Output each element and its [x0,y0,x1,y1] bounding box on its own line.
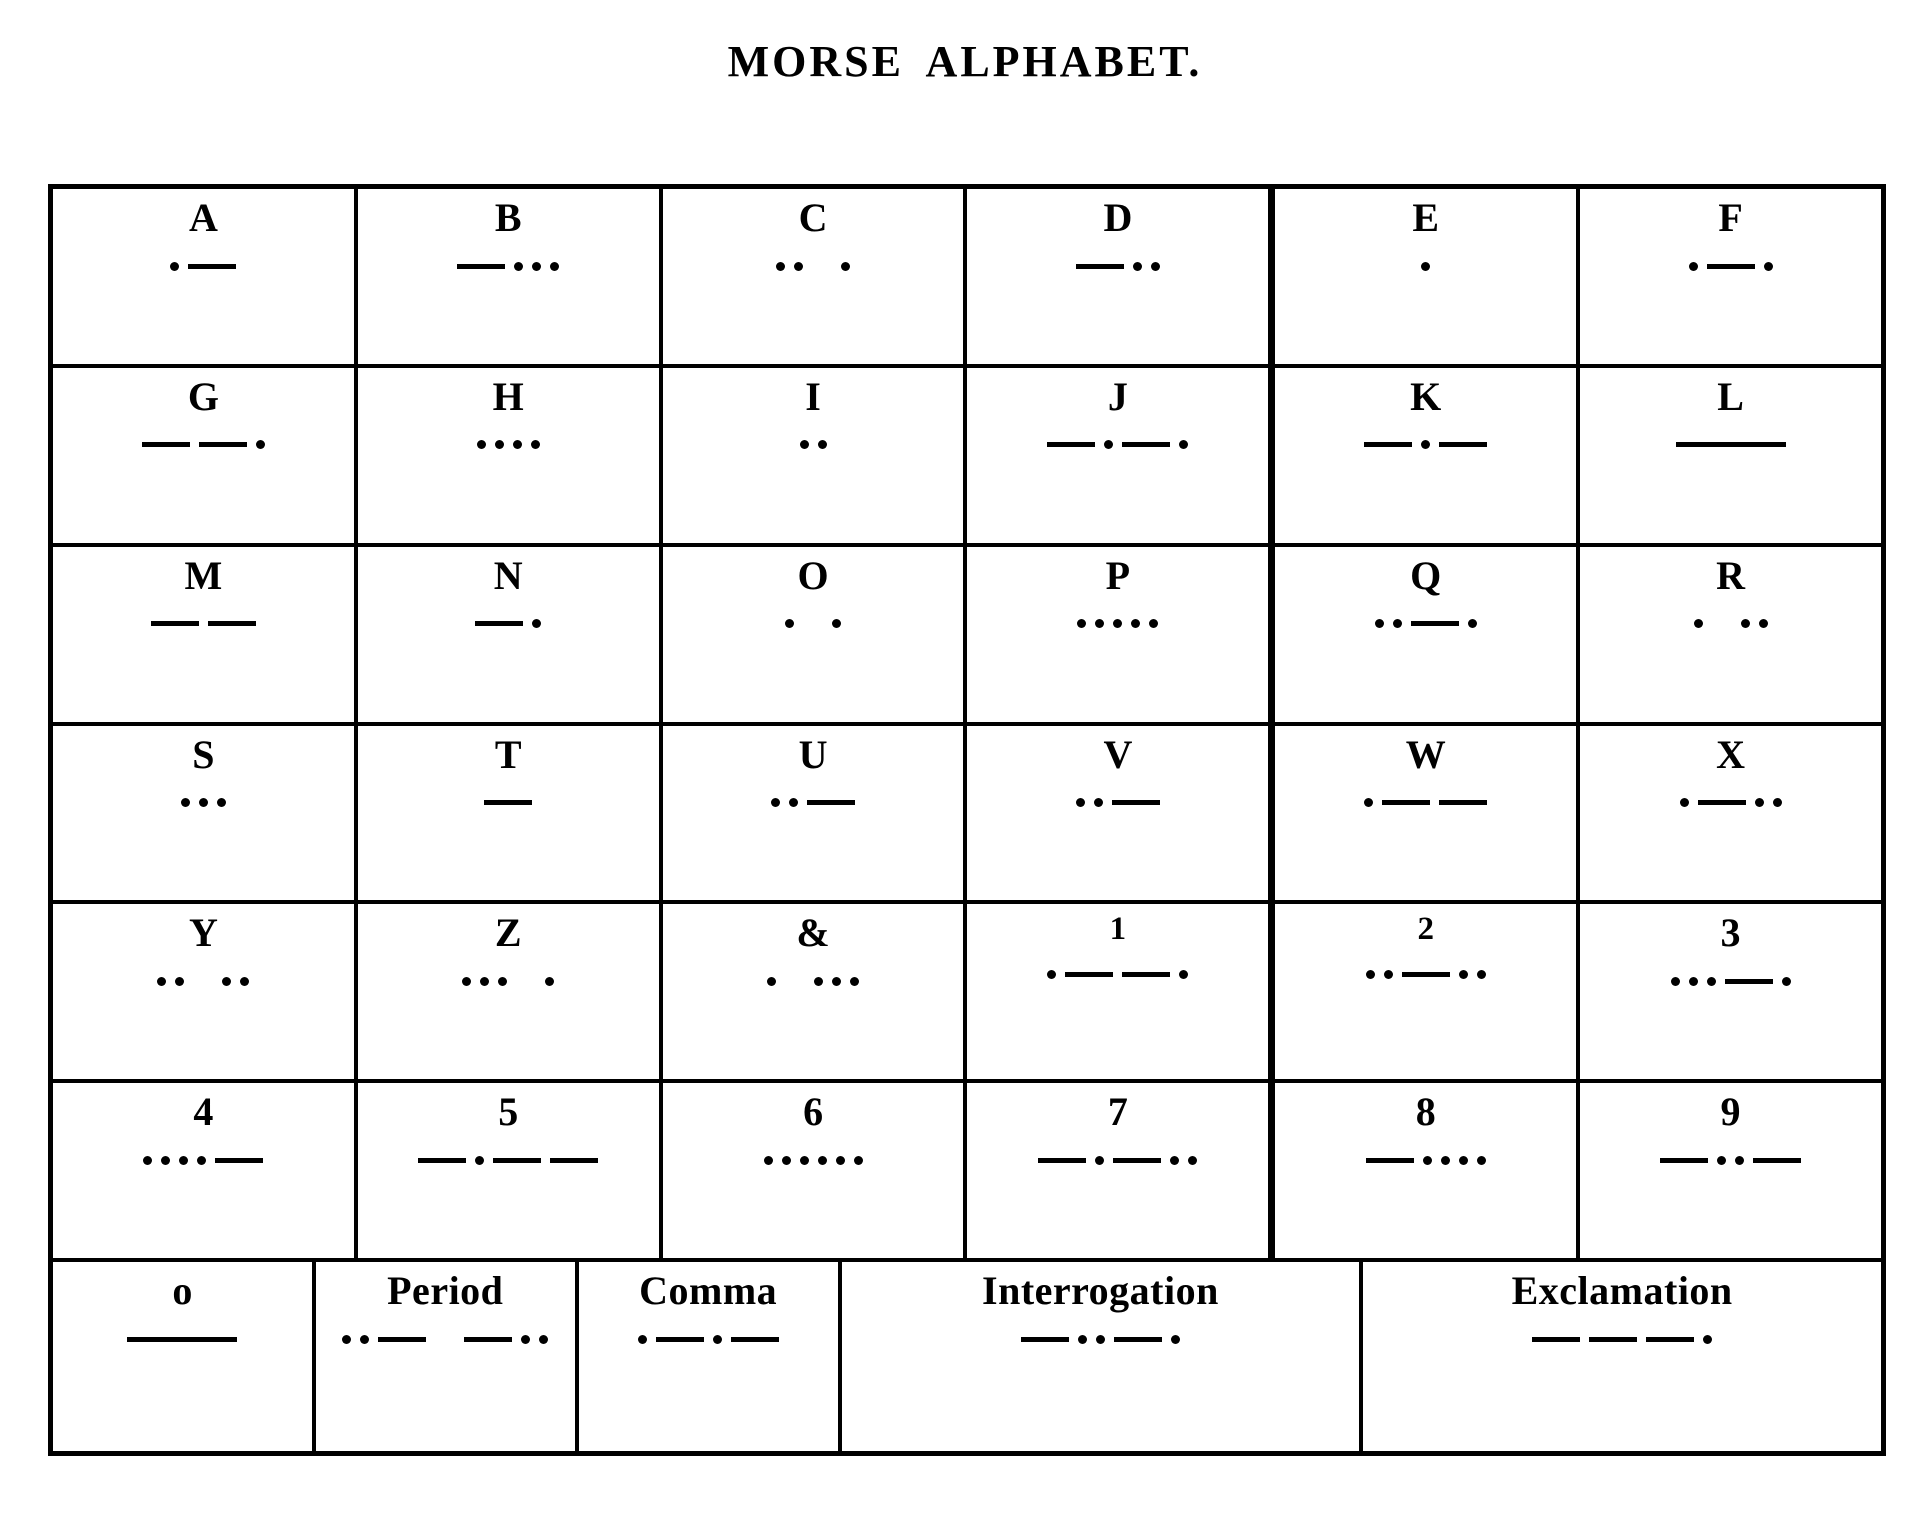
morse-code [1676,422,1786,468]
morse-code [764,1137,863,1183]
morse-dot [1113,619,1122,628]
morse-dot [1078,1335,1087,1344]
morse-dot [342,1335,351,1344]
morse-row [53,547,1881,726]
morse-dot [818,440,827,449]
morse-dot [498,977,507,986]
morse-cell-4 [53,1083,358,1258]
morse-code [1680,780,1782,826]
morse-cell-2 [1275,904,1580,1079]
morse-long-dash [1676,442,1786,447]
morse-dot [1421,440,1430,449]
morse-dot [1170,1156,1179,1165]
morse-code [1689,243,1773,289]
morse-dash [475,621,523,626]
morse-dot [181,798,190,807]
morse-dot [143,1156,152,1165]
morse-dot [1764,262,1773,271]
morse-letter-label: 6 [803,1089,824,1135]
morse-letter-label: 4 [193,1089,214,1135]
morse-cell-j [967,368,1275,543]
morse-dot [1689,977,1698,986]
morse-dot [1179,970,1188,979]
morse-cell-w [1275,726,1580,901]
morse-cell-x [1580,726,1881,901]
morse-dash [1113,1158,1161,1163]
morse-code [800,422,827,468]
morse-dash [1366,1158,1414,1163]
morse-dot [179,1156,188,1165]
morse-letter-label: H [492,373,524,419]
morse-letter-label: I [805,373,821,419]
morse-dot [161,1156,170,1165]
morse-row [53,904,1881,1083]
morse-dot [1393,619,1402,628]
morse-cell-v [967,726,1275,901]
morse-letter-label: o [172,1268,193,1314]
morse-letter-label: Z [494,910,522,956]
morse-dot [360,1335,369,1344]
morse-dash [142,442,190,447]
morse-dot [800,440,809,449]
morse-dot [1773,798,1782,807]
morse-code [157,958,249,1004]
morse-dot [850,977,859,986]
morse-cell-e [1275,189,1580,364]
morse-dot [550,262,559,271]
morse-code [1364,780,1487,826]
morse-letter-label: B [494,195,522,240]
morse-dot [240,977,249,986]
morse-cell-exclamation [1363,1262,1881,1451]
morse-dot [1366,970,1375,979]
morse-dot [832,619,841,628]
morse-dash [199,442,247,447]
morse-code [462,958,554,1004]
morse-dash [418,1158,466,1163]
morse-cell-d [967,189,1275,364]
morse-letter-label: & [796,910,830,956]
morse-dot [521,1335,530,1344]
morse-dash [1114,1337,1162,1342]
morse-code [1532,1316,1712,1362]
morse-dot [1717,1156,1726,1165]
morse-code [1694,601,1768,647]
morse-letter-label: G [187,373,219,419]
morse-dot [1759,619,1768,628]
morse-dot [814,977,823,986]
morse-cell-l [1580,368,1881,543]
morse-dash [1382,800,1430,805]
morse-code [1076,243,1160,289]
page-title: MORSE ALPHABET. [727,37,1203,86]
morse-long-dash [127,1337,237,1342]
morse-dash [1439,800,1487,805]
morse-dot [841,262,850,271]
morse-dash [807,800,855,805]
morse-dot [1077,619,1086,628]
morse-dot [1477,1156,1486,1165]
morse-cell-h [358,368,663,543]
morse-code [418,1137,598,1183]
morse-dash [1753,1158,1801,1163]
morse-letter-label: N [493,552,523,598]
morse-cell-a [53,189,358,364]
morse-letter-label: 7 [1107,1089,1128,1135]
morse-cell-p [967,547,1275,722]
morse-dot [1707,977,1716,986]
morse-dash [1707,264,1755,269]
morse-code [767,958,859,1004]
morse-dot [1131,619,1140,628]
morse-code [638,1316,779,1362]
morse-code [1421,243,1430,289]
morse-code [1047,951,1188,997]
morse-letter-label: R [1716,552,1745,598]
morse-dot [1094,798,1103,807]
morse-code [181,780,226,826]
morse-code [1671,958,1791,1004]
morse-dot [1689,262,1698,271]
morse-cell-9 [1580,1083,1881,1258]
morse-letter-label: M [184,552,223,598]
morse-cell-c [663,189,968,364]
morse-dot [1171,1335,1180,1344]
morse-dash [1532,1337,1580,1342]
morse-cell-& [663,904,968,1079]
morse-cell-5 [358,1083,663,1258]
morse-dash [484,800,532,805]
morse-dash [1589,1337,1637,1342]
morse-dot [771,798,780,807]
morse-letter-label: Exclamation [1511,1268,1733,1314]
morse-dash [1122,972,1170,977]
morse-dot [1423,1156,1432,1165]
morse-row [53,726,1881,905]
morse-letter-label: J [1107,373,1128,419]
morse-code [477,422,540,468]
morse-code [785,601,841,647]
morse-dot [1095,619,1104,628]
morse-dot [1149,619,1158,628]
morse-dash [457,264,505,269]
morse-dash [208,621,256,626]
morse-dash [1698,800,1746,805]
morse-dot [217,798,226,807]
morse-dot [1076,798,1085,807]
morse-letter-label: Y [188,910,218,956]
morse-dash [1021,1337,1069,1342]
morse-dash [188,264,236,269]
morse-dot [1364,798,1373,807]
morse-dash [1065,972,1113,977]
morse-dot [1375,619,1384,628]
morse-cell-8 [1275,1083,1580,1258]
morse-dot [1703,1335,1712,1344]
morse-cell-k [1275,368,1580,543]
morse-code [1021,1316,1180,1362]
morse-dot [1384,970,1393,979]
morse-cell-r [1580,547,1881,722]
morse-cell-b [358,189,663,364]
morse-cell-o [663,547,968,722]
morse-letter-label: Comma [639,1268,778,1314]
morse-dot [157,977,166,986]
morse-letter-label: A [188,195,218,240]
morse-code [1375,601,1477,647]
morse-dot [1188,1156,1197,1165]
morse-dash [1364,442,1412,447]
morse-code [1038,1137,1197,1183]
morse-row [53,1083,1881,1262]
morse-letter-label: 8 [1415,1089,1436,1135]
morse-cell-u [663,726,968,901]
morse-dash [1122,442,1170,447]
morse-letter-label: 5 [498,1089,519,1135]
morse-dot [1735,1156,1744,1165]
morse-dash [1047,442,1095,447]
morse-letter-label: Q [1410,552,1442,598]
morse-letter-label: Interrogation [982,1268,1219,1314]
morse-letter-label: V [1103,731,1133,777]
morse-row [53,368,1881,547]
morse-dash [1725,979,1773,984]
morse-dash [731,1337,779,1342]
morse-dot [514,262,523,271]
morse-dot [1096,1335,1105,1344]
morse-dot [199,798,208,807]
morse-dot [1694,619,1703,628]
morse-dot [776,262,785,271]
morse-dot [1441,1156,1450,1165]
morse-dot [767,977,776,986]
morse-dot [197,1156,206,1165]
morse-dot [800,1156,809,1165]
morse-dot [789,798,798,807]
morse-code [342,1316,548,1362]
morse-code [127,1316,237,1362]
morse-letter-label: W [1405,731,1446,777]
morse-dot [638,1335,647,1344]
morse-dot [1151,262,1160,271]
morse-row [53,1262,1881,1451]
morse-letter-label: Period [387,1268,504,1314]
morse-dot [1133,262,1142,271]
morse-code [484,780,532,826]
morse-dot [462,977,471,986]
morse-dot [836,1156,845,1165]
morse-code [1076,780,1160,826]
morse-cell-interrogation [842,1262,1364,1451]
morse-cell-y [53,904,358,1079]
morse-dash [215,1158,263,1163]
morse-letter-label: 3 [1720,910,1741,956]
morse-code [1077,601,1158,647]
morse-letter-label: E [1412,195,1440,240]
morse-dot [1741,619,1750,628]
morse-code [1366,1137,1486,1183]
morse-dot [1179,440,1188,449]
morse-dash [1402,972,1450,977]
morse-dot [1459,970,1468,979]
morse-letter-label: 9 [1720,1089,1741,1135]
morse-dot [495,440,504,449]
morse-dash [151,621,199,626]
morse-cell-1 [967,904,1275,1079]
morse-dot [713,1335,722,1344]
morse-dot [1477,970,1486,979]
morse-cell-n [358,547,663,722]
morse-cell-m [53,547,358,722]
morse-dot [1459,1156,1468,1165]
morse-letter-label: P [1105,552,1131,598]
morse-code [1366,951,1486,997]
morse-code [151,601,256,647]
morse-dot [1782,977,1791,986]
morse-dot [531,440,540,449]
morse-dot [532,619,541,628]
morse-dash [378,1337,426,1342]
morse-dot [1671,977,1680,986]
morse-dot [222,977,231,986]
morse-code [475,601,541,647]
morse-cell-o [53,1262,316,1451]
morse-dot [1421,262,1430,271]
morse-cell-s [53,726,358,901]
morse-dash [1439,442,1487,447]
morse-letter-label: 2 [1417,911,1434,948]
morse-code [771,780,855,826]
morse-dash [493,1158,541,1163]
morse-dot [1468,619,1477,628]
morse-code [1364,422,1487,468]
morse-letter-label: U [798,731,828,777]
morse-code [1047,422,1188,468]
morse-cell-period [316,1262,579,1451]
morse-dot [170,262,179,271]
morse-code [457,243,559,289]
morse-cell-3 [1580,904,1881,1079]
morse-dot [818,1156,827,1165]
morse-cell-f [1580,189,1881,364]
morse-cell-q [1275,547,1580,722]
morse-dot [480,977,489,986]
morse-dot [1047,970,1056,979]
morse-letter-label: D [1103,195,1133,240]
morse-dash [1411,621,1459,626]
morse-cell-7 [967,1083,1275,1258]
morse-dash [1112,800,1160,805]
morse-letter-label: T [494,731,522,777]
morse-dot [782,1156,791,1165]
morse-code [170,243,236,289]
morse-dot [1104,440,1113,449]
morse-dash [464,1337,512,1342]
morse-dot [513,440,522,449]
morse-dot [477,440,486,449]
morse-dot [256,440,265,449]
morse-letter-label: X [1716,731,1745,777]
morse-cell-z [358,904,663,1079]
morse-alphabet-table [48,184,1886,1456]
morse-dot [1680,798,1689,807]
morse-cell-t [358,726,663,901]
morse-code [143,1137,263,1183]
morse-letter-label: F [1718,195,1743,240]
morse-dot [475,1156,484,1165]
morse-dot [1755,798,1764,807]
morse-dot [175,977,184,986]
morse-code [1660,1137,1801,1183]
morse-code [142,422,265,468]
morse-dash [1038,1158,1086,1163]
morse-code [776,243,850,289]
morse-dash [656,1337,704,1342]
morse-dot [785,619,794,628]
morse-letter-label: C [798,195,828,240]
morse-dot [539,1335,548,1344]
morse-letter-label: K [1410,373,1442,419]
morse-cell-i [663,368,968,543]
morse-letter-label: S [192,731,215,777]
morse-dot [832,977,841,986]
morse-dash [1076,264,1124,269]
morse-cell-6 [663,1083,968,1258]
morse-row [53,189,1881,368]
morse-dash [550,1158,598,1163]
morse-dot [545,977,554,986]
morse-letter-label: 1 [1109,911,1127,948]
morse-dot [1095,1156,1104,1165]
morse-cell-comma [579,1262,842,1451]
morse-letter-label: O [797,552,829,598]
morse-dash [1646,1337,1694,1342]
morse-letter-label: L [1717,373,1744,419]
morse-dot [764,1156,773,1165]
morse-dot [854,1156,863,1165]
morse-dot [794,262,803,271]
morse-grid [53,189,1881,1451]
morse-dash [1660,1158,1708,1163]
morse-dot [532,262,541,271]
morse-cell-g [53,368,358,543]
